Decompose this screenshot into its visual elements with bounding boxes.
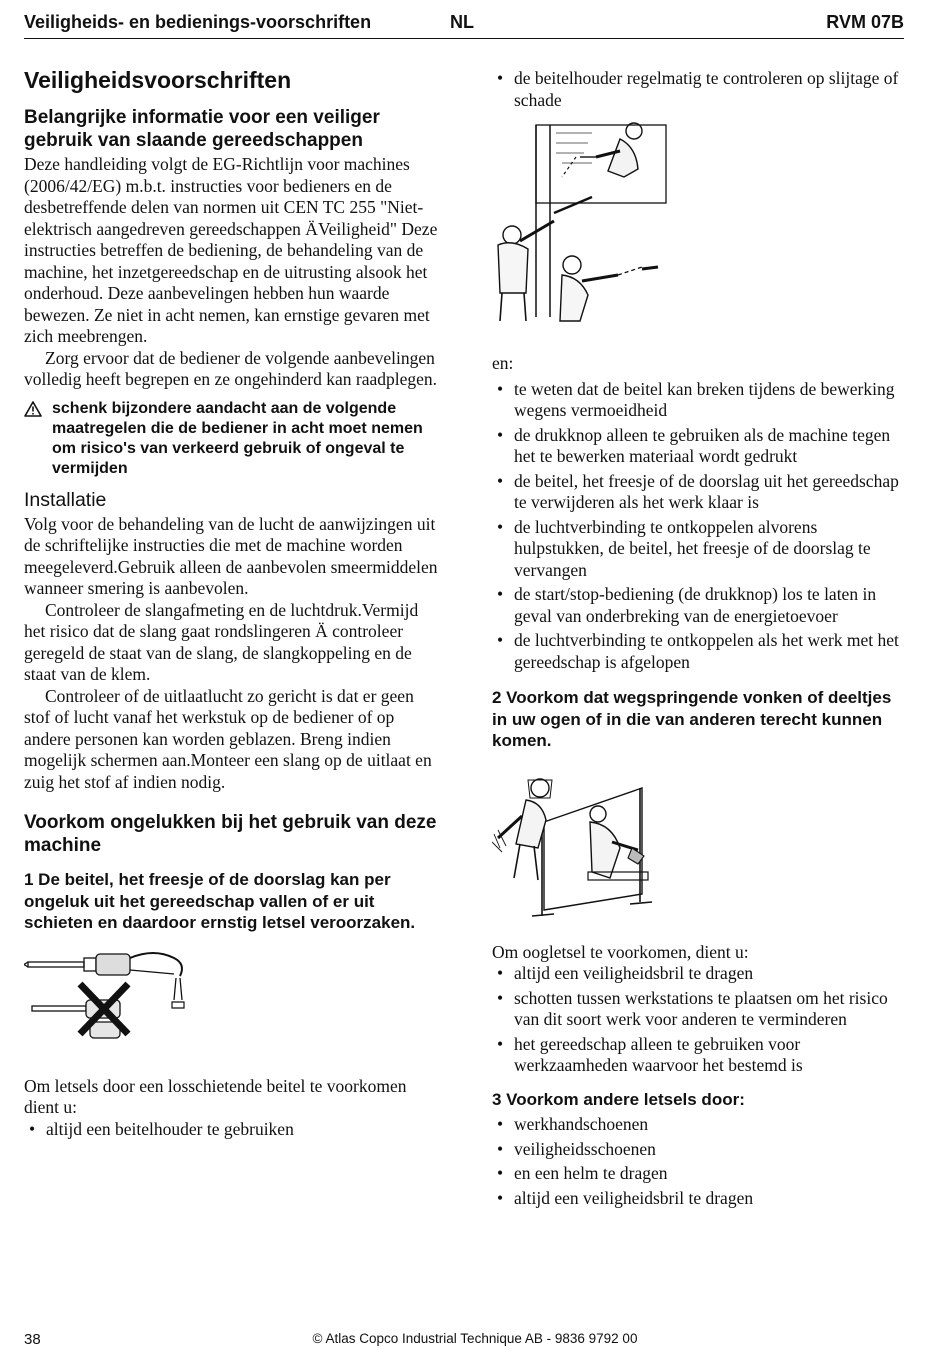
chisel-hazard-illustration — [492, 117, 672, 323]
header-language: NL — [450, 12, 474, 32]
protective-gear-list — [492, 1114, 904, 1209]
right-column — [492, 68, 904, 1212]
chisel-retainer-illustration — [24, 940, 194, 1044]
list-item: • altijd een veiligheidsbril te dragen — [492, 1188, 904, 1210]
list-item: • en een helm te dragen — [492, 1163, 904, 1185]
copyright-notice: © Atlas Copco Industrial Technique AB - 9836 9792 00 — [312, 1331, 638, 1346]
header-model: RVM 07B — [826, 12, 904, 32]
installation-paragraph-2: Controleer de slangafmeting en de luchtdruk.Vermijd het risico dat de slang gaat rondslingeren Ä controleer geregeld de staat van de slang, de slangkoppeling en de staat van de klem. — [24, 599, 419, 684]
section-1-text: Om letsels door een losschietende beitel te voorkomen dient u: — [24, 1075, 407, 1117]
list-item: • te weten dat de beitel kan breken tijdens de bewerking wegens vermoeidheid — [492, 379, 904, 422]
section-2-text: Om oogletsel te voorkomen, dient u: — [492, 941, 749, 962]
list-item: • altijd een veiligheidsbril te dragen — [492, 963, 904, 985]
intro-heading: Belangrijke informatie voor een veiliger gebruik van slaande gereedschappen — [24, 107, 380, 151]
accident-heading: Voorkom ongelukken bij het gebruik van deze machine — [24, 812, 437, 856]
section-2-heading: 2 Voorkom dat wegspringende vonken of deeltjes in uw ogen of in die van anderen terecht kunnen komen. — [492, 688, 892, 750]
list-item: • de start/stop-bediening (de drukknop) los te laten in geval van onderbreking van de energietoevoer — [492, 584, 904, 627]
left-column — [24, 58, 438, 1143]
list-item: • de beitelhouder regelmatig te controleren op slijtage of schade — [492, 68, 904, 111]
page-number: 38 — [24, 1331, 41, 1348]
intro-paragraph-1: Deze handleiding volgt de EG-Richtlijn voor machines (2006/42/EG) m.b.t. instructies voor bedieners en de desbetreffende delen van normen uit CEN TC 255 "Niet-elektrisch aangedreven gereedschappen ÄVeiligheid" Deze instructies betreffen de bediening, de behandeling van de machine, het inzetgereedschap en de uitrusting alsook het onderhoud. Deze aanbevelingen hebben hun waarde bewezen. Ze niet in acht nemen, kan ernstige gevaren met zich meebrengen. — [24, 154, 438, 346]
list-item: • het gereedschap alleen te gebruiken voor werkzaamheden waarvoor het bestemd is — [492, 1034, 904, 1077]
list-item: • schotten tussen werkstations te plaatsen om het risico van dit soort werk voor anderen te verminderen — [492, 988, 904, 1031]
list-item: • de luchtverbinding te ontkoppelen alvorens hulpstukken, de beitel, het freesje of de doorslag te vervangen — [492, 517, 904, 582]
installation-heading: Installatie — [24, 488, 107, 511]
section-3-heading: 3 Voorkom andere letsels door: — [492, 1089, 745, 1109]
installation-paragraph-3: Controleer of de uitlaatlucht zo gericht is dat er geen stof of lucht vanaf het werkstuk op de bediener of op andere personen kan worden geblazen. Breng indien mogelijk schermen aan.Monteer een slang op de uitlaat en zuig het stof af indien nodig. — [24, 685, 432, 792]
intro-paragraph-2: Zorg ervoor dat de bediener de volgende aanbevelingen volledig heeft begrepen en ze ongehinderd kan raadplegen. — [24, 347, 438, 389]
list-item: • altijd een beitelhouder te gebruiken — [24, 1119, 438, 1141]
list-item: • de drukknop alleen te gebruiken als de machine tegen het te bewerken materiaal wordt gedrukt — [492, 425, 904, 468]
warning-notice — [24, 399, 438, 479]
warning-text: schenk bijzondere aandacht aan de volgende maatregelen die de bediener in acht moet nemen om risico's van verkeerd gebruik of ongeval te vermijden — [52, 399, 423, 477]
section-title: Veiligheidsvoorschriften — [24, 67, 292, 93]
retainer-check-list — [492, 68, 904, 111]
section-1-heading: 1 De beitel, het freesje of de doorslag kan per ongeluk uit het gereedschap vallen of er uit schieten en daardoor ernstig letsel veroorzaken. — [24, 870, 416, 932]
and-label: en: — [492, 353, 514, 373]
section-1-list — [24, 1119, 438, 1141]
page-header — [24, 10, 904, 39]
eye-protection-list — [492, 963, 904, 1077]
header-title: Veiligheids- en bedienings-voorschriften — [24, 12, 372, 32]
list-item: • de luchtverbinding te ontkoppelen als het werk met het gereedschap is afgelopen — [492, 630, 904, 673]
list-item: • veiligheidsschoenen — [492, 1139, 904, 1161]
eye-protection-illustration — [492, 768, 672, 918]
warning-triangle-icon — [24, 401, 42, 417]
list-item: • de beitel, het freesje of de doorslag uit het gereedschap te verwijderen als het werk klaar is — [492, 471, 904, 514]
precaution-list — [492, 379, 904, 674]
installation-paragraph-1: Volg voor de behandeling van de lucht de aanwijzingen uit de schriftelijke instructies die met de machine worden meegeleverd.Gebruik alleen de aanbevolen smeermiddelen wanneer smering is aanbevolen. — [24, 513, 438, 598]
list-item: • werkhandschoenen — [492, 1114, 904, 1136]
